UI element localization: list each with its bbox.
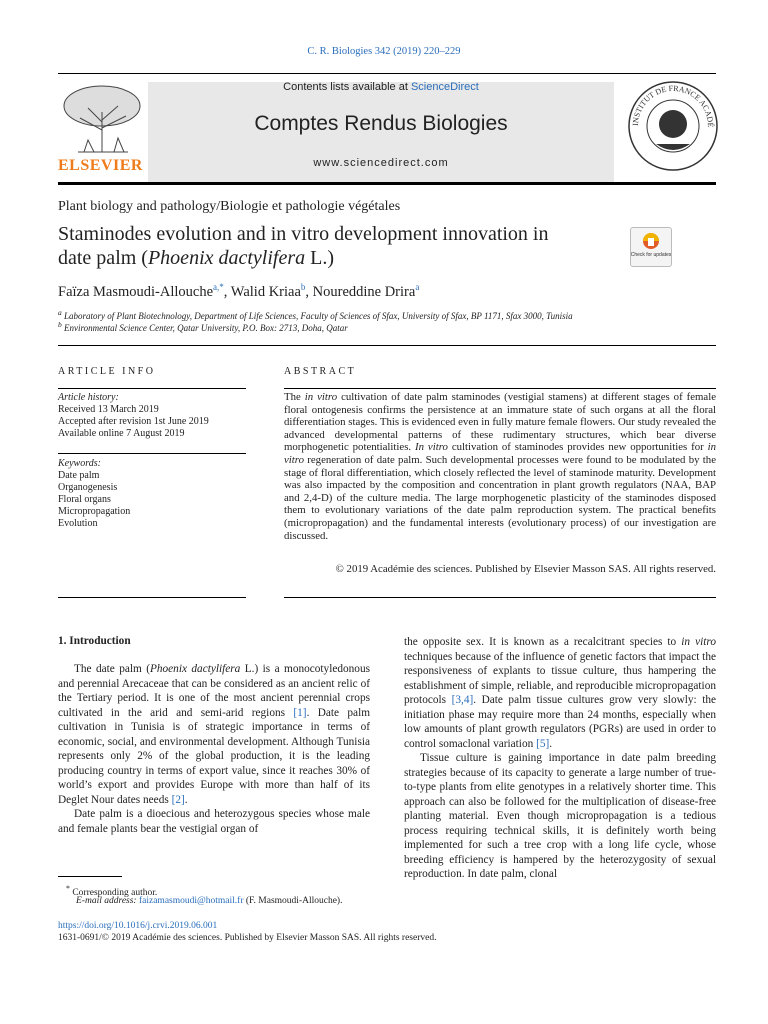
intro-left-column: [58, 662, 370, 836]
abstract-rule: [284, 388, 716, 389]
journal-citation[interactable]: C. R. Biologies 342 (2019) 220–229: [307, 46, 461, 57]
info-bottom-rule: [58, 597, 246, 598]
journal-website[interactable]: www.sciencedirect.com: [313, 157, 449, 169]
doi-link[interactable]: https://doi.org/10.1016/j.crvi.2019.06.001: [58, 921, 218, 931]
academy-seal-logo: [626, 74, 720, 178]
abstract-bottom-rule: [284, 597, 716, 598]
paragraph: the opposite sex. It is known as a recalcitrant species to in vitro techniques because of the influence of genetic factors that impact the responsiveness of explants to tissue culture, thus hampering the establishment of simple, reliable, and reproducible micropropagation protocols [3,4]. Date palm tissue cultures grow very slowly: the initiation phase may require more than 24 months, especially when low amounts of plant growth regulators (PGRs) are used in order to control somaclonal variation [5].: [404, 636, 717, 750]
keywords-rule: [58, 453, 246, 454]
keyword: Floral organs: [58, 494, 111, 505]
footnote-rule: [58, 876, 122, 877]
author: Noureddine Drira: [312, 283, 416, 300]
ref-link[interactable]: [3,4]: [451, 694, 474, 706]
author: Faïza Masmoudi-Allouche: [58, 283, 214, 300]
author: Walid Kriaa: [230, 283, 301, 300]
ref-link[interactable]: [2]: [171, 793, 185, 806]
header-bottom-rule: [58, 182, 716, 185]
author-list: Faïza Masmoudi-Allouche$^{a,*}$, Walid Kriaa$^b$, Noureddine Drira$^a$: [58, 282, 420, 300]
elsevier-tree-logo: [58, 82, 146, 156]
contents-line: Contents lists available at ScienceDirect: [283, 81, 479, 93]
keyword: Organogenesis: [58, 482, 118, 493]
journal-title: Comptes Rendus Biologies: [254, 112, 508, 135]
affiliation-b: $^b$ Environmental Science Center, Qatar University, P.O. Box: 2713, Doha, Qatar: [58, 320, 348, 333]
introduction-heading: 1. Introduction: [58, 635, 131, 647]
elsevier-wordmark: ELSEVIER: [58, 157, 143, 174]
ref-link[interactable]: [5]: [536, 737, 550, 750]
keyword: Evolution: [58, 518, 98, 529]
ref-link[interactable]: [1]: [293, 706, 307, 719]
email-note: E-mail address: faizamasmoudi@hotmail.fr (F. Masmoudi-Allouche).: [76, 896, 343, 906]
abstract-body: The in vitro cultivation of date palm staminodes (vestigial stamens) at different stages of female floral ontogenesis confirms the persistence at an immature state of such organs at all the floral differentiation stages. This is evidenced even in fully mature female flowers. Our study revealed the advanced developmental patterns of these rudimentary structures, which bear diverse morphogenetic potentialities. In vitro cultivation of staminodes provides new opportunities for in vitro regeneration of date palm. Such developmental processes were found to be modulated by the stage of floral differentiation, which closely reflected the level of staminode maturity. Development was also impacted by the composition and concentration in plant growth regulators (NAA, BAP and 2,4-D) of the culture media. The large morphogenetic plasticity of the staminodes disposed them to evolutionary variations of the date palm reproduction system. The practical benefits (micropropagation) and the fundamental interests (evolutionary process) of our investigation are discussed.: [284, 391, 716, 542]
check-updates-label: Check for updates: [631, 252, 671, 258]
corresponding-author-note: * Corresponding author.: [66, 884, 158, 899]
affiliation-a: $^a$ Laboratory of Plant Biotechnology, Department of Life Sciences, Faculty of Sciences of Sfax, University of Sfax, BP 1171, Sfax 3000, Tunisia: [58, 308, 573, 321]
info-rule: [58, 388, 246, 389]
abstract-copyright: © 2019 Académie des sciences. Published by Elsevier Masson SAS. All rights reserved.: [335, 563, 716, 575]
author-superscript[interactable]: a,*: [213, 282, 224, 292]
check-for-updates-button[interactable]: [630, 227, 672, 267]
paragraph: The date palm (Phoenix dactylifera L.) is a monocotyledonous and perennial Arecaceae that can be considered as an ancient relic of the Tertiary period. It is one of the most ancient perennial crops cultivated in the arid and semi-arid regions [1]. Date palm cultivation in Tunisia is of strategic importance in terms of economic, social, and environmental development. Although Tunisia represents only 2% of the global production, it is the leading producing country in terms of export value, since it reaches 30% of world’s export and provides Europe with more than half of its Deglet Nour dates needs [2].: [58, 663, 371, 806]
article-info-heading: ARTICLE INFO: [58, 366, 156, 377]
author-superscript[interactable]: a: [415, 282, 420, 292]
paragraph: Date palm is a dioecious and heterozygous species whose male and female plants bear the vestigial organ of: [58, 808, 370, 835]
header-top-rule: [58, 73, 716, 74]
paragraph: Tissue culture is gaining importance in date palm breeding strategies because of its capacity to generate a large number of true-to-type plants from elite genotypes in a relatively shorter time. This approach can also be followed for the multiplication of disease-free planting material. Even though micropropagation is a tedious process requiring technical skills, it is definitely worth being implemented for such a tree crop with a long life cycle, whose breeding efficiency is hampered by the heterozygosity of sexual reproduction. In date palm, clonal: [404, 752, 716, 880]
keyword: Micropropagation: [58, 506, 131, 517]
author-superscript[interactable]: b: [300, 282, 306, 292]
issn-line: 1631-0691/© 2019 Académie des sciences. Published by Elsevier Masson SAS. All rights reserved.: [58, 933, 437, 943]
keyword: Date palm: [58, 470, 100, 481]
svg-text:INSTITUT DE FRANCE ACADÉMIE DE: INSTITUT DE FRANCE ACADÉ: [630, 83, 716, 128]
affiliation-rule: [58, 345, 716, 346]
abstract-heading: ABSTRACT: [284, 366, 357, 377]
article-history: Article history: Received 13 March 2019 Accepted after revision 1st June 2019 Available online 7 August 2019: [58, 392, 209, 439]
email-link[interactable]: faizamasmoudi@hotmail.fr: [138, 896, 244, 906]
keywords: Keywords: Date palm Organogenesis Floral organs Micropropagation Evolution: [58, 458, 131, 529]
sciencedirect-link[interactable]: ScienceDirect: [410, 81, 479, 93]
intro-right-column: [404, 635, 716, 882]
article-section: Plant biology and pathology/Biologie et pathologie végétales: [58, 199, 401, 214]
article-title: Staminodes evolution and in vitro development innovation in date palm (Phoenix dactylifera L.): [58, 223, 549, 269]
